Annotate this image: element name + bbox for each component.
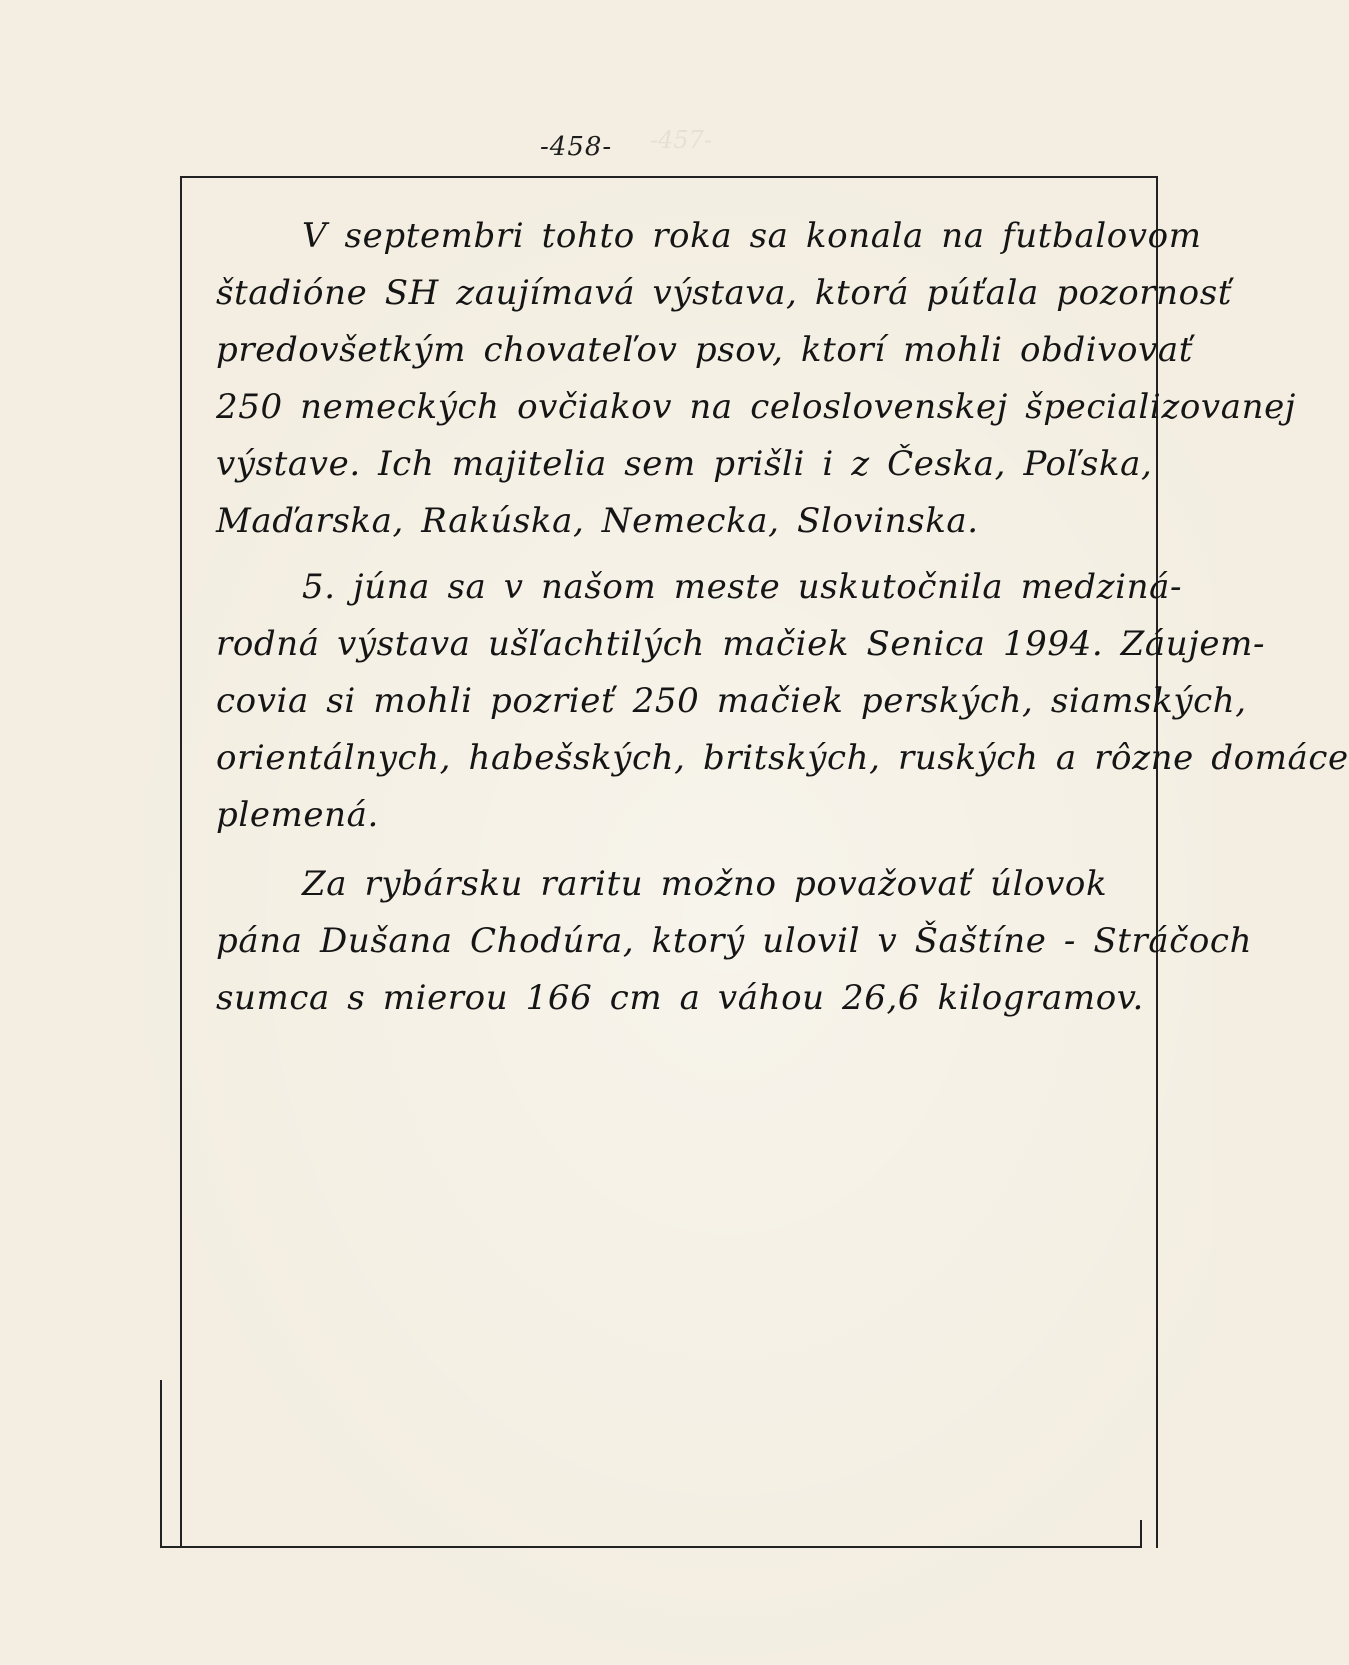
page-number: -458-: [540, 132, 613, 162]
text-line: Maďarska, Rakúska, Nemecka, Slovinska.: [216, 501, 979, 541]
text-line: pána Dušana Chodúra, ktorý ulovil v Šaštíne - Stráčoch: [216, 921, 1253, 961]
page-frame-left-extension: [160, 1380, 162, 1548]
text-line: plemená.: [216, 795, 379, 835]
bleed-through-page-number: -457-: [650, 126, 713, 154]
text-line: Za rybársku raritu možno považovať úlovok: [302, 864, 1108, 904]
text-line: štadióne SH zaujímavá výstava, ktorá púťala pozornosť: [216, 273, 1233, 313]
text-line: covia si mohli pozrieť 250 mačiek perských, siamských,: [216, 681, 1247, 721]
text-line: 5. júna sa v našom meste uskutočnila medziná-: [302, 567, 1183, 607]
page-frame-right-extension: [1140, 1520, 1142, 1548]
paragraph-fishing-catch: [216, 856, 1253, 1027]
text-line: predovšetkým chovateľov psov, ktorí mohli obdivovať: [216, 330, 1194, 370]
paragraph-cat-show: [216, 559, 1349, 844]
page-frame-bottom-rule: [160, 1546, 1140, 1548]
text-line: sumca s mierou 166 cm a váhou 26,6 kilogramov.: [216, 978, 1144, 1018]
text-line: 250 nemeckých ovčiakov na celoslovenskej špecializovanej: [216, 387, 1296, 427]
text-line: rodná výstava ušľachtilých mačiek Senica 1994. Záujem-: [216, 624, 1266, 664]
paragraph-dog-show: [216, 208, 1296, 550]
text-line: výstave. Ich majitelia sem prišli i z Česka, Poľska,: [216, 444, 1153, 484]
text-line: orientálnych, habešských, britských, ruských a rôzne domáce: [216, 738, 1349, 778]
text-line: V septembri tohto roka sa konala na futbalovom: [302, 216, 1202, 256]
